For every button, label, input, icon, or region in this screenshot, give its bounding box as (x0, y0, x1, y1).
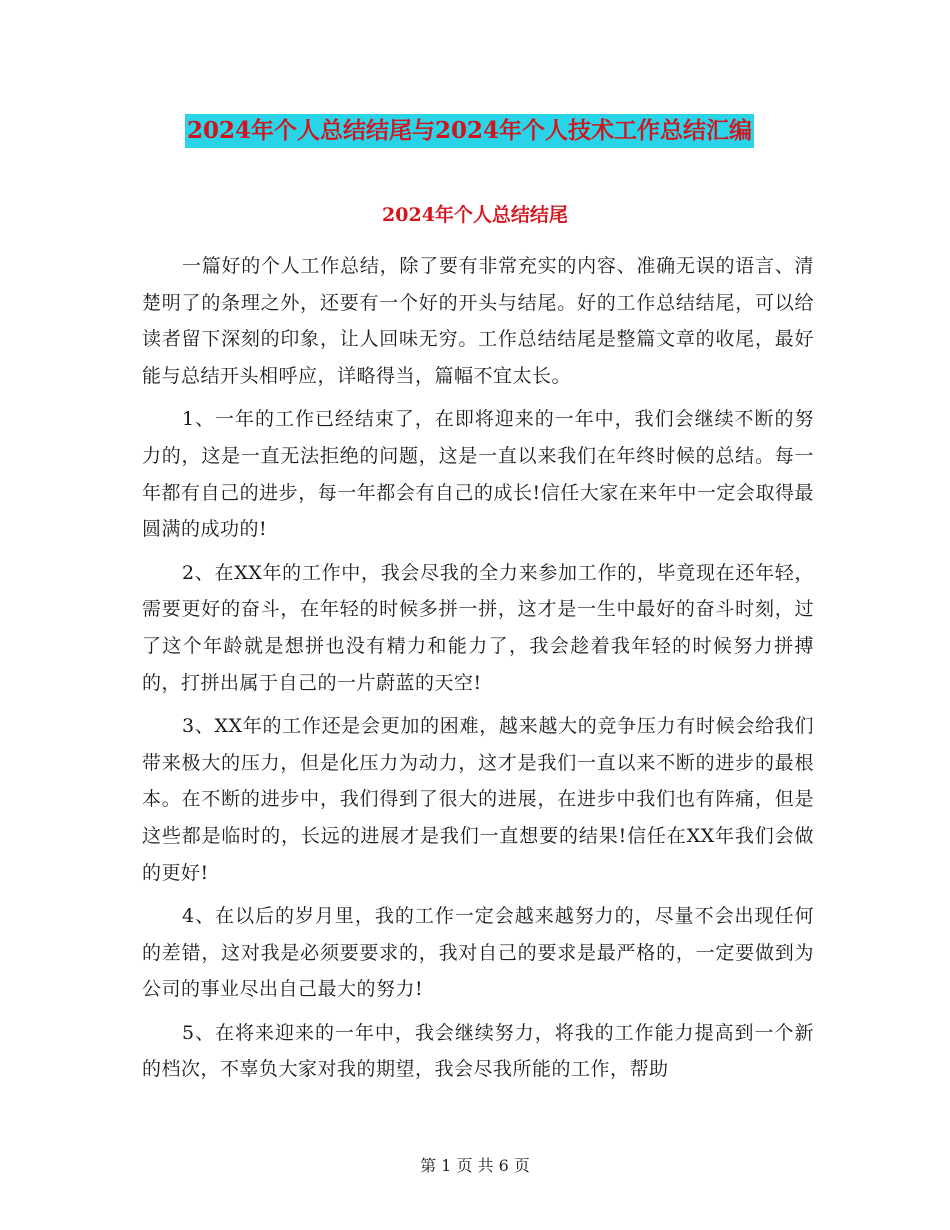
document-body (142, 248, 814, 1088)
paragraph-1: 1、一年的工作已经结束了，在即将迎来的一年中，我们会继续不断的努力的，这是一直无法拒绝的问题，这是一直以来我们在年终时候的总结。每一年都有自己的进步，每一年都会有自己的成长!信任大家在来年中一定会取得最圆满的成功的! (142, 408, 814, 541)
paragraph-5: 5、在将来迎来的一年中，我会继续努力，将我的工作能力提高到一个新的档次，不辜负大家对我的期望，我会尽我所能的工作，帮助 (142, 1021, 814, 1081)
page-number-footer: 第 1 页 共 6 页 (420, 1156, 530, 1175)
paragraph-3: 3、XX年的工作还是会更加的困难，越来越大的竞争压力有时候会给我们带来极大的压力，但是化压力为动力，这才是我们一直以来不断的进步的最根本。在不断的进步中，我们得到了很大的进展，在进步中我们也有阵痛，但是这些都是临时的，长远的进展才是我们一直想要的结果!信任在XX年我们会做的更好! (142, 715, 814, 884)
document-main-title: 2024年个人总结结尾与2024年个人技术工作总结汇编 (185, 114, 754, 148)
section-title: 2024年个人总结结尾 (382, 204, 568, 226)
intro-paragraph: 一篇好的个人工作总结，除了要有非常充实的内容、准确无误的语言、清楚明了的条理之外，还要有一个好的开头与结尾。好的工作总结结尾，可以给读者留下深刻的印象，让人回味无穷。工作总结结尾是整篇文章的收尾，最好能与总结开头相呼应，详略得当，篇幅不宜太长。 (142, 255, 814, 387)
paragraph-4: 4、在以后的岁月里，我的工作一定会越来越努力的，尽量不会出现任何的差错，这对我是必须要要求的，我对自己的要求是最严格的，一定要做到为公司的事业尽出自己最大的努力! (142, 905, 814, 1001)
paragraph-2: 2、在XX年的工作中，我会尽我的全力来参加工作的，毕竟现在还年轻，需要更好的奋斗，在年轻的时候多拼一拼，这才是一生中最好的奋斗时刻，过了这个年龄就是想拼也没有精力和能力了，我会趁着我年轻的时候努力拼搏的，打拼出属于自己的一片蔚蓝的天空! (142, 561, 814, 694)
